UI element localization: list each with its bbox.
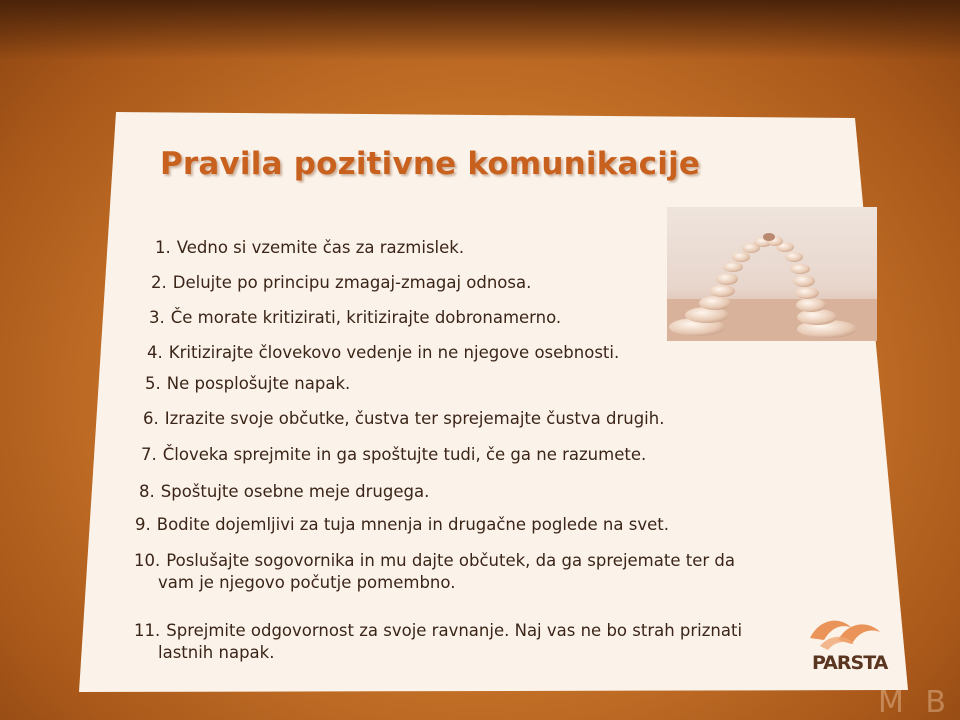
list-item: 11. Sprejmite odgovornost za svoje ravnanje. Naj vas ne bo strah priznati lastnih napak.: [134, 621, 743, 662]
list-item: 7. Človeka sprejmite in ga spoštujte tudi, če ga ne razumete.: [141, 445, 647, 464]
slide-background: [79, 112, 908, 692]
list-item: 3. Če morate kritizirati, kritizirajte dobronamerno.: [149, 308, 562, 327]
list-item: 4. Kritizirajte človekovo vedenje in ne njegove osebnosti.: [147, 343, 620, 362]
list-item: 8. Spoštujte osebne meje drugega.: [139, 482, 430, 501]
list-item: 9. Bodite dojemljivi za tuja mnenja in drugačne poglede na svet.: [135, 515, 669, 534]
list-item: 5. Ne posplošujte napak.: [145, 374, 351, 393]
list-item: 10. Poslušajte sogovornika in mu dajte občutek, da ga sprejemate ter da vam je njegovo počutje pomembno.: [134, 551, 735, 592]
slide-title: Pravila pozitivne komunikacije: [160, 146, 701, 182]
photo-watermark: M B: [877, 685, 952, 720]
stone-arch-image: [667, 207, 877, 341]
list-item: 6. Izrazite svoje občutke, čustva ter sprejemajte čustva drugih.: [143, 409, 665, 428]
logo-text: PARSTA: [812, 652, 888, 674]
list-item: 2. Delujte po principu zmagaj-zmagaj odnosa.: [151, 273, 532, 292]
list-item: 1. Vedno si vzemite čas za razmislek.: [155, 238, 465, 257]
